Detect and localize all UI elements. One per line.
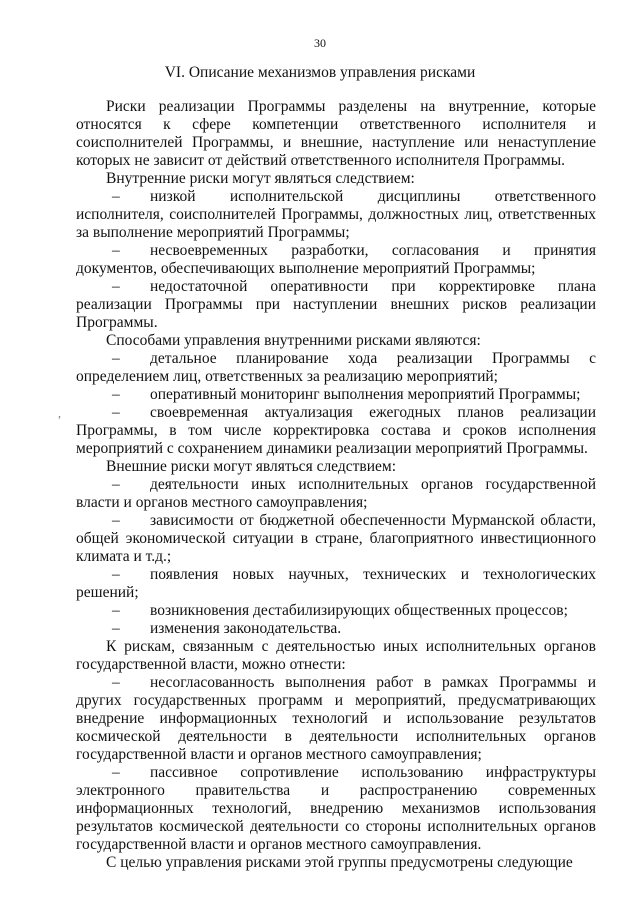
document-body: [76, 98, 596, 872]
list-item: – низкой исполнительской дисциплины ответственного исполнителя, соисполнителей Программы, должностных лиц, ответственных за выполнение мероприятий Программы;: [76, 188, 596, 242]
margin-mark: ,: [58, 406, 61, 420]
paragraph: Способами управления внутренними рисками являются:: [106, 332, 481, 349]
section-title: VI. Описание механизмов управления рисками: [164, 64, 476, 81]
paragraph: Внешние риски могут являться следствием:: [106, 458, 397, 475]
list-item: – несвоевременных разработки, согласования и принятия документов, обеспечивающих выполнение мероприятий Программы;: [76, 242, 596, 278]
list-item: – детальное планирование хода реализации Программы с определением лиц, ответственных за реализацию мероприятий;: [76, 350, 596, 386]
list-item: – возникновения дестабилизирующих общественных процессов;: [76, 602, 596, 620]
paragraph: К рискам, связанным с деятельностью иных исполнительных органов государственной власти, можно отнести:: [76, 638, 596, 673]
list-item: – своевременная актуализация ежегодных планов реализации Программы, в том числе корректировка состава и сроков исполнения мероприятий с сохранением динамики реализации мероприятий Программы.: [76, 404, 596, 458]
list-item: – деятельности иных исполнительных органов государственной власти и органов местного самоуправления;: [76, 476, 596, 512]
list-item: – зависимости от бюджетной обеспеченности Мурманской области, общей экономической ситуации в стране, благоприятного инвестиционного климата и т.д.;: [76, 512, 596, 566]
list-item: – появления новых научных, технических и технологических решений;: [76, 566, 596, 602]
list-item: – недостаточной оперативности при корректировке плана реализации Программы при наступлении внешних рисков реализации Программы.: [76, 278, 596, 332]
paragraph: Внутренние риски могут являться следствием:: [106, 170, 415, 187]
page-number: 30: [314, 36, 326, 50]
list-item: – пассивное сопротивление использованию инфраструктуры электронного правительства и распространению современных информационных технологий, внедрению механизмов использования результатов космической деятельности со стороны исполнительных органов государственной власти и органов местного самоуправления.: [76, 764, 596, 854]
paragraph: Риски реализации Программы разделены на внутренние, которые относятся к сфере компетенции ответственного исполнителя и соисполнителей Программы, и внешние, наступление или ненаступление которых не зависит от действий ответственного исполнителя Программы.: [76, 98, 596, 169]
list-item: – оперативный мониторинг выполнения мероприятий Программы;: [76, 386, 596, 404]
list-item: – изменения законодательства.: [76, 620, 596, 638]
list-item: – несогласованность выполнения работ в рамках Программы и других государственных программ и мероприятий, предусматривающих внедрение информационных технологий и использование результатов космической деятельности в деятельности исполнительных органов государственной власти и органов местного самоуправления;: [76, 674, 596, 764]
paragraph: С целью управления рисками этой группы предусмотрены следующие: [106, 854, 573, 871]
